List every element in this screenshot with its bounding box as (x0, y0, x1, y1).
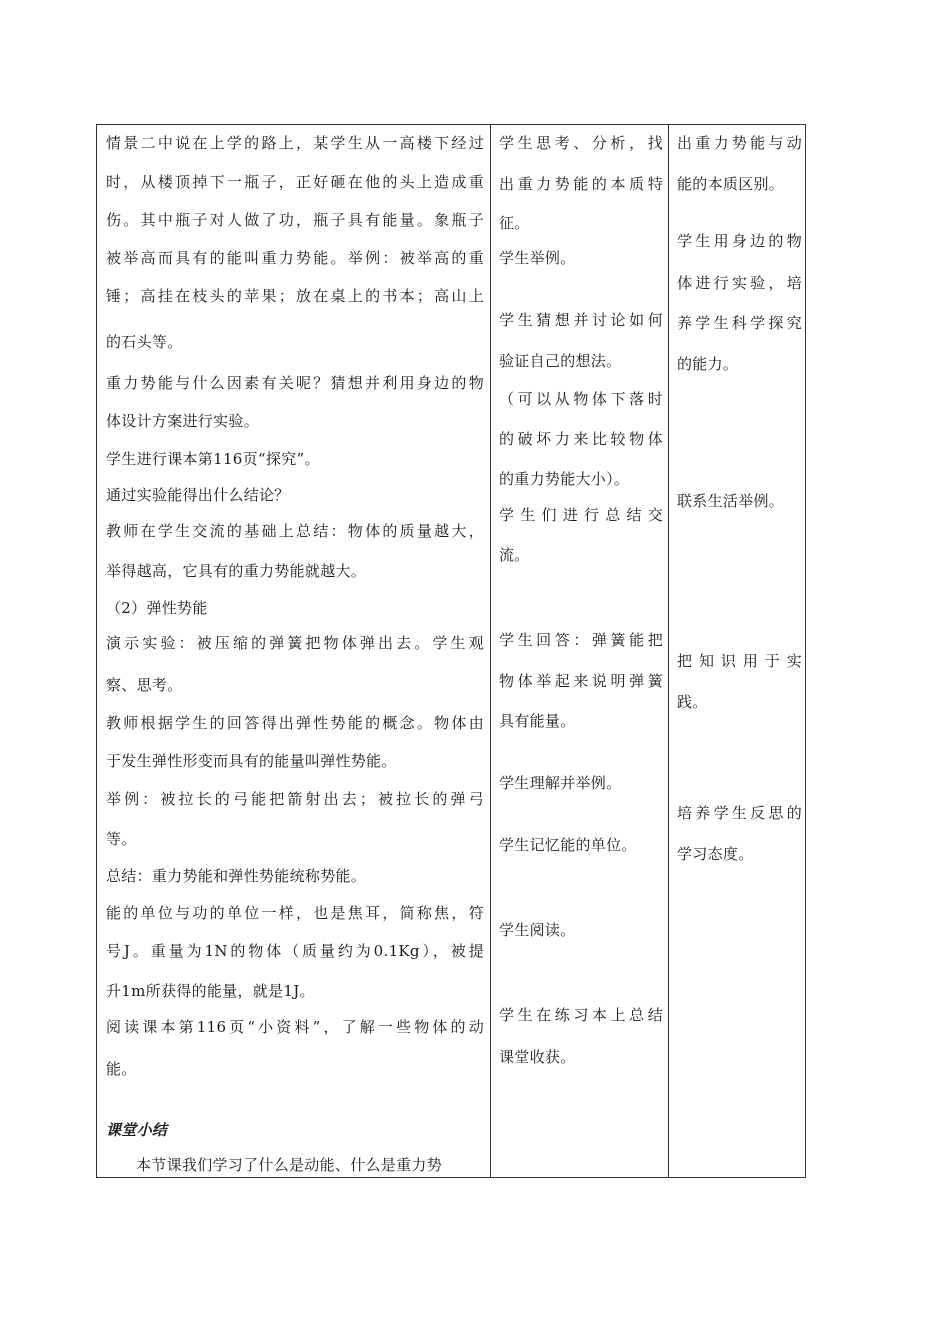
text-line: 出重力势能的本质特 (499, 175, 663, 193)
text-line: 学习态度。 (677, 845, 754, 863)
text-line: 流。 (499, 546, 530, 564)
text-line: 学生进行课本第116页“探究”。 (106, 450, 320, 468)
text-line: 演示实验：被压缩的弹簧把物体弹出去。学生观 (106, 634, 484, 652)
section-title: （2）弹性势能 (106, 599, 208, 617)
text-line: 能的本质区别。 (677, 175, 785, 193)
text-line: 践。 (677, 693, 708, 711)
text-line: 养学生科学探究 (677, 314, 802, 332)
text-line: 学生在练习本上总结 (499, 1006, 663, 1024)
text-line: 通过实验能得出什么结论？ (106, 486, 290, 504)
text-line: 的能力。 (677, 355, 739, 373)
text-line: 号J。重量为1N的物体（质量约为0.1Kg），被提 (106, 942, 484, 960)
text-line: 等。 (106, 830, 137, 848)
teaching-content-column (97, 125, 490, 1177)
text-line: 的重力势能大小）。 (499, 470, 630, 488)
student-activity-column (490, 125, 668, 1177)
text-line: 的石头等。 (106, 333, 183, 351)
text-line: 阅读课本第116页“小资料”，了解一些物体的动 (106, 1018, 484, 1036)
text-line: 学生记忆能的单位。 (499, 836, 637, 854)
text-line: （可以从物体下落时 (499, 390, 663, 408)
text-line: 能。 (106, 1060, 137, 1078)
text-line: 把知识用于实 (677, 652, 802, 670)
text-line: 学生阅读。 (499, 921, 576, 939)
text-line: 体进行实验，培 (677, 274, 802, 292)
text-line: 体设计方案进行实验。 (106, 412, 260, 430)
text-line: 出重力势能与动 (677, 134, 802, 152)
text-line: 物体举起来说明弹簧 (499, 672, 663, 690)
text-line: 伤。其中瓶子对人做了功，瓶子具有能量。象瓶子 (106, 211, 484, 229)
text-line: 学生理解并举例。 (499, 774, 622, 792)
text-line: 被举高而具有的能叫重力势能。举例：被举高的重 (106, 249, 484, 267)
text-line: 学生们进行总结交 (499, 506, 663, 524)
text-line: 的破坏力来比较物体 (499, 430, 663, 448)
text-line: 教师根据学生的回答得出弹性势能的概念。物体由 (106, 714, 484, 732)
text-line: 察、思考。 (106, 676, 183, 694)
text-line: 本节课我们学习了什么是动能、什么是重力势 (136, 1156, 443, 1174)
text-line: 重力势能与什么因素有关呢？猜想并利用身边的物 (106, 374, 484, 392)
text-line: 课堂收获。 (499, 1048, 576, 1066)
text-line: 学生用身边的物 (677, 232, 802, 250)
text-line: 学生回答：弹簧能把 (499, 631, 663, 649)
text-line: 升1m所获得的能量，就是1J。 (106, 982, 315, 1000)
summary-heading: 课堂小结 (106, 1121, 168, 1139)
text-line: 学生思考、分析，找 (499, 134, 663, 152)
text-line: 教师在学生交流的基础上总结：物体的质量越大， (106, 522, 484, 540)
text-line: 学生举例。 (499, 249, 576, 267)
text-line: 能的单位与功的单位一样，也是焦耳，简称焦，符 (106, 904, 484, 922)
text-line: 情景二中说在上学的路上，某学生从一高楼下经过 (106, 134, 484, 152)
text-line: 总结：重力势能和弹性势能统称势能。 (106, 867, 367, 885)
text-line: 时，从楼顶掉下一瓶子，正好砸在他的头上造成重 (106, 173, 484, 191)
text-line: 举例：被拉长的弓能把箭射出去；被拉长的弹弓 (106, 790, 484, 808)
text-line: 举得越高，它具有的重力势能就越大。 (106, 562, 367, 580)
text-line: 征。 (499, 214, 530, 232)
design-intent-column (668, 125, 807, 1177)
text-line: 具有能量。 (499, 712, 576, 730)
text-line: 验证自己的想法。 (499, 352, 622, 370)
text-line: 学生猜想并讨论如何 (499, 311, 663, 329)
lesson-table (96, 124, 806, 1178)
text-line: 培养学生反思的 (677, 804, 802, 822)
text-line: 于发生弹性形变而具有的能量叫弹性势能。 (106, 752, 397, 770)
text-line: 联系生活举例。 (677, 492, 785, 510)
text-line: 锤；高挂在枝头的苹果；放在桌上的书本；高山上 (106, 287, 484, 305)
